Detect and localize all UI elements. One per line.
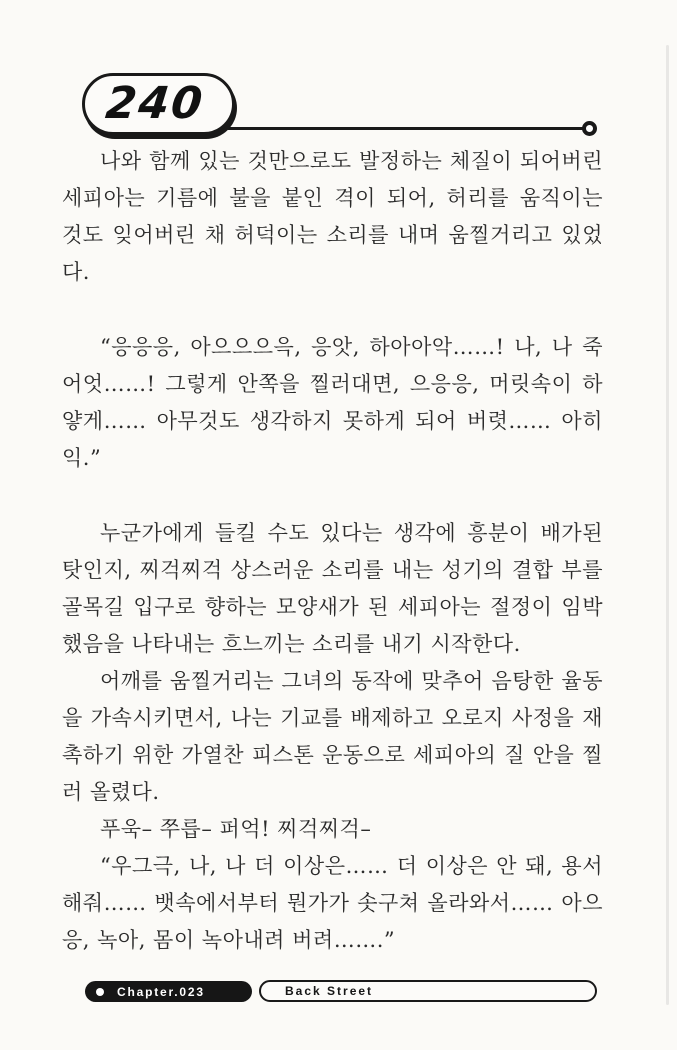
book-title-badge [259,980,597,1002]
page-number: 240 [102,78,207,129]
paragraph-dialogue-2: “우그극, 나, 나 더 이상은…… 더 이상은 안 돼, 용서해줘…… 뱃속에서부터 뭔가가 솟구쳐 올라와서…… 아으응, 녹아, 몸이 녹아내려 버려…….” [62,854,603,952]
paragraph-narration-3: 어깨를 움찔거리는 그녀의 동작에 맞추어 음탕한 율동을 가속시키면서, 나는 기교를 배제하고 오로지 사정을 재촉하기 위한 가열찬 피스톤 운동으로 세피아의 질 안을 찔러 올렸다. [62,669,603,804]
header-rule [228,127,584,130]
bullet-dot-icon [96,988,104,996]
paragraph-narration-2: 누군가에게 들킬 수도 있다는 생각에 흥분이 배가된 탓인지, 찌걱찌걱 상스러운 소리를 내는 성기의 결합 부를 골목길 입구로 향하는 모양새가 된 세피아는 절정이 임박했음을 나타내는 흐느끼는 소리를 내기 시작한다. [62,521,603,656]
page-number-badge [82,73,235,135]
page-scan-edge [666,45,669,1005]
book-title-label: Back Street [285,984,374,998]
header-rule-end-dot-icon [582,121,597,136]
paragraph-narration-1: 나와 함께 있는 것만으로도 발정하는 체질이 되어버린 세피아는 기름에 불을 붙인 격이 되어, 허리를 움직이는 것도 잊어버린 채 허덕이는 소리를 내며 움찔거리고 있었다. [62,149,603,284]
chapter-label: Chapter.023 [117,984,205,999]
chapter-badge [85,981,252,1002]
paragraph-dialogue-1: “응응응, 아으으으윽, 응앗, 하아아악……! 나, 나 죽어엇……! 그렇게 안쪽을 찔러대면, 으응응, 머릿속이 하얗게…… 아무것도 생각하지 못하게 되어 버렷…… 아히익.” [62,335,603,470]
body-text [62,143,603,959]
paragraph-sfx: 푸욱– 쭈릅– 퍼억! 찌걱찌걱– [100,817,372,841]
